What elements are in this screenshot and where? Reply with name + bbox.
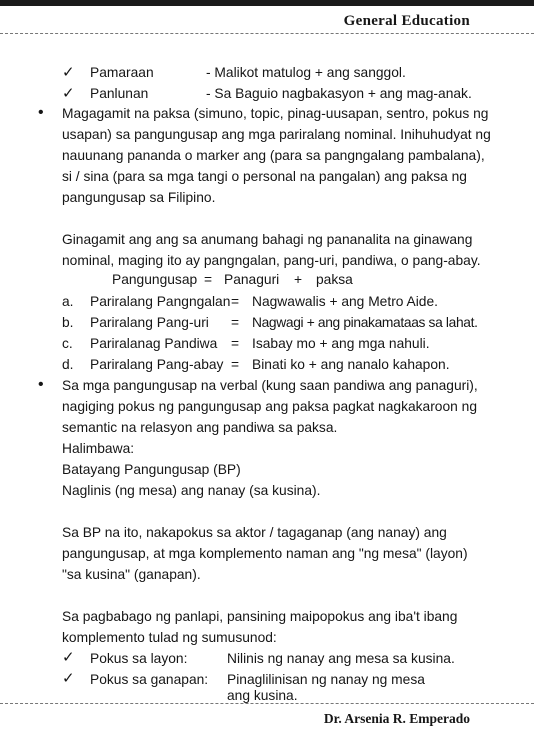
item-letter: b. [62, 315, 74, 330]
item-equals: = [231, 357, 240, 372]
formula-left: Pangungusap [112, 272, 198, 287]
formula-plus: + [294, 272, 303, 287]
checkmark-icon: ✓ [62, 649, 75, 666]
check-term: Pokus sa layon: [90, 651, 188, 666]
check-desc-continued: ang kusina. [227, 688, 298, 703]
bullet-icon: • [38, 104, 44, 121]
top-rule [0, 0, 534, 6]
check-desc: Nilinis ng nanay ang mesa sa kusina. [227, 651, 455, 666]
check-desc: - Malikot matulog + ang sanggol. [206, 65, 406, 80]
item-letter: a. [62, 294, 74, 309]
item-example: Isabay mo + ang mga nahuli. [252, 336, 430, 351]
text-line: "sa kusina" (ganapan). [62, 567, 201, 582]
text-line: semantic na relasyon ang pandiwa sa paksa. [62, 420, 338, 435]
item-term: Pariralang Pangngalan [90, 294, 231, 309]
formula-equals: = [204, 272, 213, 287]
item-term: Pariralanag Pandiwa [90, 336, 218, 351]
item-equals: = [231, 336, 240, 351]
checkmark-icon: ✓ [62, 64, 75, 81]
check-term: Pokus sa ganapan: [90, 672, 209, 687]
example-label: Halimbawa: [62, 441, 135, 456]
footer-divider [0, 703, 534, 704]
text-line: Sa pagbabago ng panlapi, pansining maipopokus ang iba't ibang [62, 609, 458, 624]
text-line: si / sina (para sa mga tangi o personal na pangalan) ang paksa ng [62, 169, 467, 184]
item-example: Binati ko + ang nanalo kahapon. [252, 357, 450, 372]
text-line: pangungusap, at mga komplemento naman ang "ng mesa" (layon) [62, 546, 468, 561]
text-line: nominal, maging ito ay pangngalan, pang-uri, pandiwa, o pang-abay. [62, 253, 481, 268]
text-line: Sa BP na ito, nakapokus sa aktor / tagaganap (ang nanay) ang [62, 525, 447, 540]
item-example: Nagwagi + ang pinakamataas sa lahat. [252, 315, 478, 330]
text-line: nauunang pananda o marker ang (para sa pangngalang pambalana), [62, 148, 485, 163]
formula-right: paksa [316, 272, 353, 287]
item-letter: c. [62, 336, 73, 351]
text-line: Magagamit na paksa (simuno, topic, pinag-uusapan, sentro, pokus ng [62, 106, 489, 121]
check-desc: - Sa Baguio nagbakasyon + ang mag-anak. [206, 86, 472, 101]
text-line: Sa mga pangungusap na verbal (kung saan pandiwa ang panaguri), [62, 378, 478, 393]
item-example: Nagwawalis + ang Metro Aide. [252, 294, 438, 309]
item-term: Pariralang Pang-abay [90, 357, 224, 372]
text-line: nagiging pokus ng pangungusap ang paksa pagkat nagkakaroon ng [62, 399, 478, 414]
checkmark-icon: ✓ [62, 85, 75, 102]
item-letter: d. [62, 357, 74, 372]
bullet-icon: • [38, 376, 44, 393]
bp-sentence: Naglinis (ng mesa) ang nanay (sa kusina). [62, 483, 321, 498]
text-line: komplemento tulad ng sumusunod: [62, 630, 277, 645]
formula-mid: Panaguri [224, 272, 280, 287]
item-equals: = [231, 294, 240, 309]
check-term: Pamaraan [90, 65, 154, 80]
item-equals: = [231, 315, 240, 330]
text-line: usapan) sa pangungusap ang mga pariralang nominal. Inihuhudyat ng [62, 127, 491, 142]
check-desc: Pinaglilinisan ng nanay ng mesa [227, 672, 425, 687]
check-term: Panlunan [90, 86, 149, 101]
header-title: General Education [343, 13, 470, 29]
bp-label: Batayang Pangungusap (BP) [62, 462, 241, 477]
header-divider [0, 33, 534, 34]
footer-author: Dr. Arsenia R. Emperado [323, 711, 470, 726]
text-line: Ginagamit ang ang sa anumang bahagi ng pananalita na ginawang [62, 232, 473, 247]
checkmark-icon: ✓ [62, 670, 75, 687]
text-line: pangungusap sa Filipino. [62, 190, 216, 205]
item-term: Pariralang Pang-uri [90, 315, 209, 330]
